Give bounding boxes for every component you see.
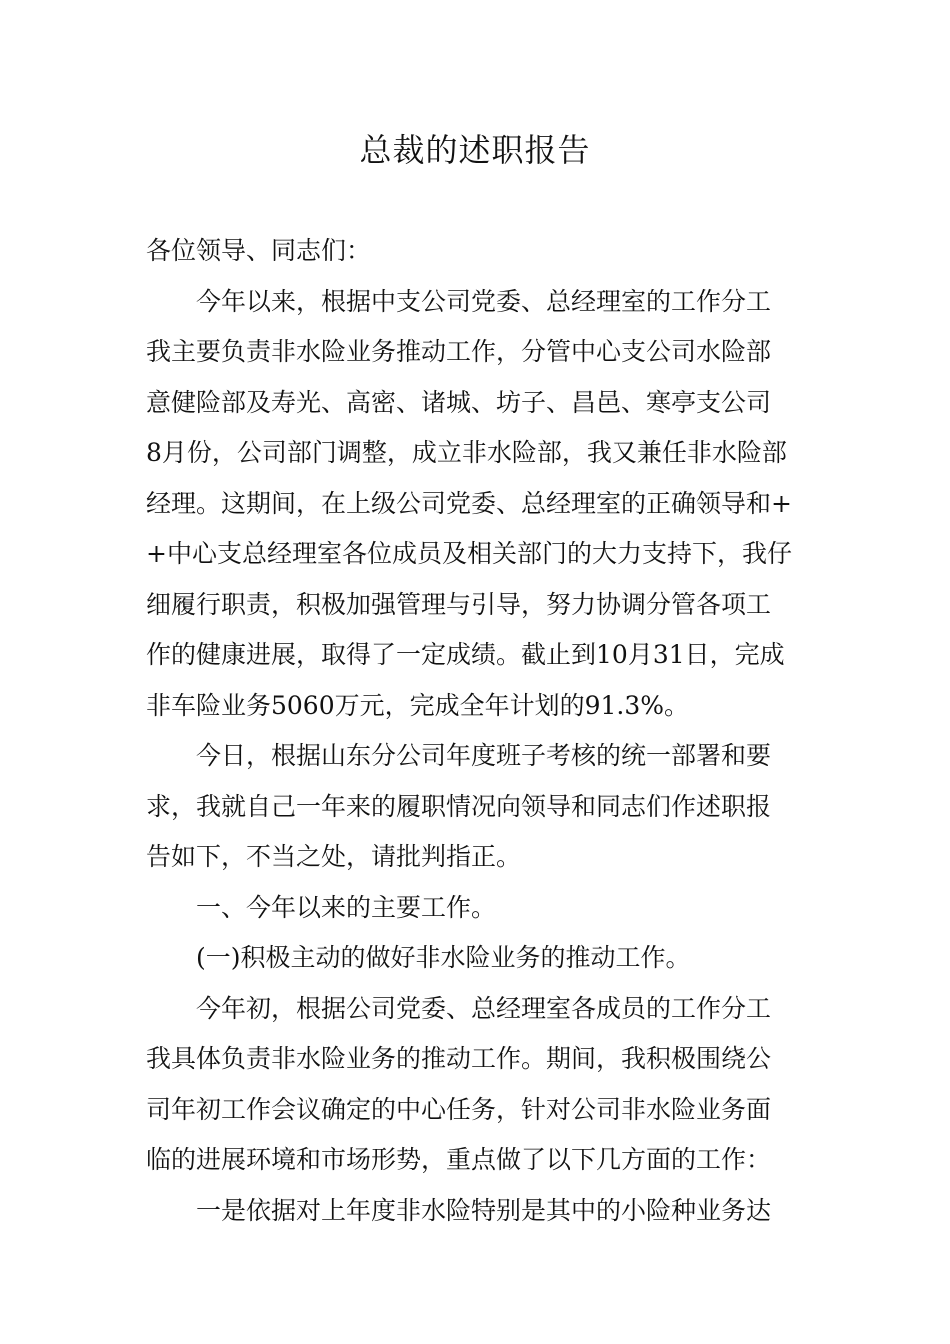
paragraph-line: 今年初，根据公司党委、总经理室各成员的工作分工 (196, 993, 772, 1023)
paragraph-line: 今日，根据山东分公司年度班子考核的统一部署和要 (196, 741, 772, 770)
section-heading: 一、今年以来的主要工作。 (196, 892, 497, 922)
document-body (146, 226, 810, 1236)
paragraph-line: 非车险业务5060万元，完成全年计划的91.3%。 (146, 690, 690, 720)
paragraph-line: 求，我就自己一年来的履职情况向领导和同志们作述职报 (146, 791, 772, 821)
salutation-line: 各位领导、同志们： (146, 236, 372, 265)
paragraph-line: 细履行职责，积极加强管理与引导，努力协调分管各项工 (146, 589, 772, 619)
paragraph-line: 一是依据对上年度非水险特别是其中的小险种业务达 (196, 1195, 772, 1225)
paragraph-line: 我主要负责非水险业务推动工作，分管中心支公司水险部 (146, 337, 772, 366)
paragraph-line: 作的健康进展，取得了一定成绩。截止到10月31日，完成 (146, 640, 785, 669)
paragraph-line: 经理。这期间，在上级公司党委、总经理室的正确领导和+ (146, 488, 792, 518)
paragraph-line: +中心支总经理室各位成员及相关部门的大力支持下，我仔 (146, 539, 792, 568)
paragraph-line: 今年以来，根据中支公司党委、总经理室的工作分工 (196, 286, 772, 316)
paragraph-line: 临的进展环境和市场形势，重点做了以下几方面的工作： (146, 1145, 772, 1174)
subsection-heading: (一)积极主动的做好非水险业务的推动工作。 (196, 943, 691, 972)
paragraph-line: 司年初工作会议确定的中心任务，针对公司非水险业务面 (146, 1094, 772, 1124)
paragraph-line: 8月份，公司部门调整，成立非水险部，我又兼任非水险部 (146, 438, 787, 467)
document-title: 总裁的述职报告 (359, 131, 591, 169)
paragraph-line: 我具体负责非水险业务的推动工作。期间，我积极围绕公 (146, 1044, 772, 1073)
paragraph-line: 意健险部及寿光、高密、诸城、坊子、昌邑、寒亭支公司 (146, 387, 772, 417)
paragraph-line: 告如下，不当之处，请批判指正。 (146, 842, 522, 871)
